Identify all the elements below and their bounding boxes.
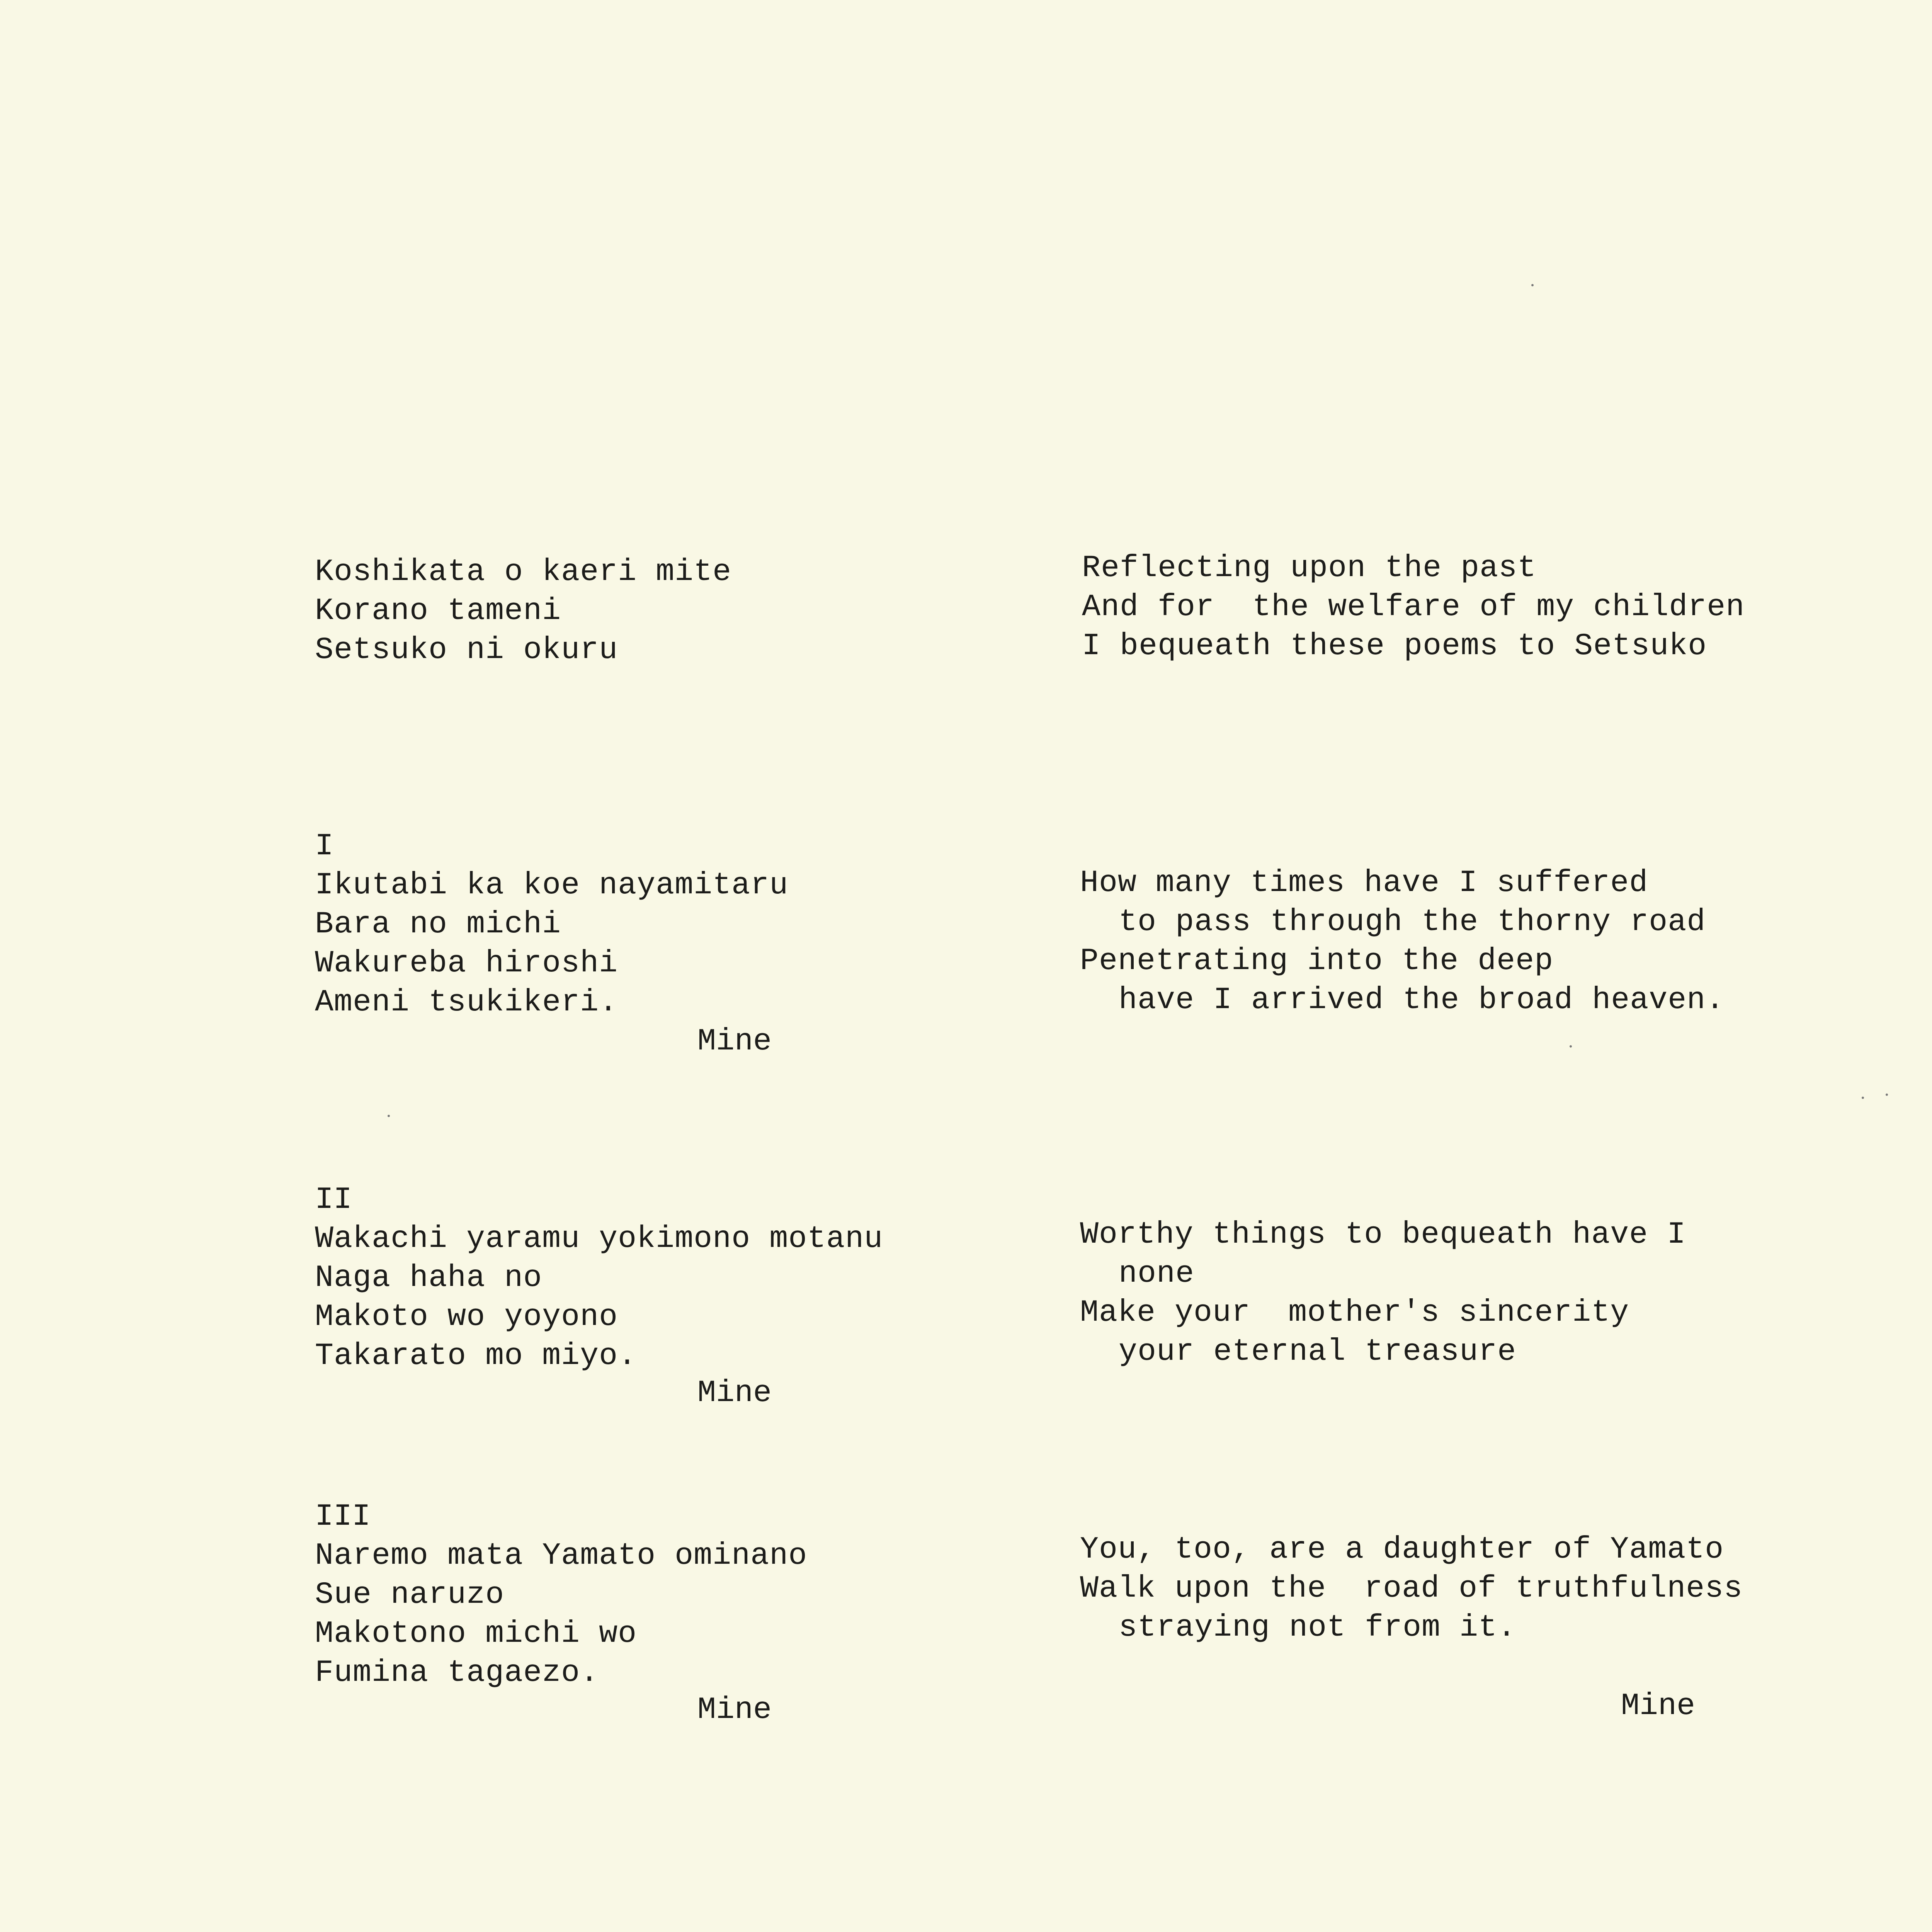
- poem-2-romaji: [315, 1180, 883, 1376]
- dedication-english-line: I bequeath these poems to Setsuko: [1082, 629, 1707, 664]
- dedication-romaji-line: Korano tameni: [315, 594, 561, 629]
- paper-speck: [1886, 1094, 1888, 1096]
- poem-2-romaji-line: Makoto wo yoyono: [315, 1299, 618, 1335]
- poem-3-romaji-line: Fumina tagaezo.: [315, 1655, 599, 1690]
- poem-1-numeral: I: [315, 829, 334, 864]
- poem-1-signature: Mine: [697, 1024, 772, 1059]
- dedication-romaji-line: Koshikata o kaeri mite: [315, 554, 732, 590]
- poem-3-english-line: You, too, are a daughter of Yamato: [1080, 1532, 1724, 1567]
- poem-1-english-line: have I arrived the broad heaven.: [1119, 983, 1725, 1018]
- poem-3-numeral: III: [315, 1499, 371, 1534]
- poem-1-english-line: How many times have I suffered: [1080, 866, 1648, 901]
- paper-speck: [388, 1115, 390, 1117]
- poem-2-romaji-line: Wakachi yaramu yokimono motanu: [315, 1221, 883, 1257]
- poem-2-english-line: your eternal treasure: [1119, 1334, 1517, 1369]
- poem-3-english: [1080, 1530, 1743, 1647]
- poem-1-romaji-line: Bara no michi: [315, 907, 561, 942]
- poem-3-romaji-line: Makotono michi wo: [315, 1616, 637, 1651]
- poem-3-english-line: Walk upon the road of truthfulness: [1080, 1571, 1743, 1606]
- dedication-english-line: Reflecting upon the past: [1082, 551, 1537, 586]
- poem-2-numeral: II: [315, 1182, 352, 1218]
- poem-3-romaji: [315, 1497, 807, 1692]
- poem-1-english-line: to pass through the thorny road: [1119, 905, 1706, 940]
- poem-2-english-line: none: [1119, 1256, 1195, 1291]
- poem-3-romaji-line: Naremo mata Yamato ominano: [315, 1538, 808, 1573]
- poem-3-english-signature: Mine: [1621, 1689, 1696, 1724]
- poem-1-romaji-line: Wakureba hiroshi: [315, 946, 618, 981]
- dedication-romaji: [315, 553, 731, 670]
- paper-speck: [1862, 1097, 1864, 1099]
- dedication-english-line: And for the welfare of my children: [1082, 590, 1745, 625]
- poem-2-english: [1080, 1215, 1686, 1371]
- paper-speck: [1570, 1045, 1572, 1048]
- dedication-english: [1082, 549, 1745, 666]
- paper-speck: [1531, 284, 1534, 286]
- poem-2-english-line: Worthy things to bequeath have I: [1080, 1217, 1686, 1252]
- poem-1-romaji-line: Ameni tsukikeri.: [315, 985, 618, 1020]
- poem-1-english: [1080, 864, 1725, 1020]
- poem-1-romaji-line: Ikutabi ka koe nayamitaru: [315, 868, 789, 903]
- poem-1-english-line: Penetrating into the deep: [1080, 944, 1554, 979]
- poem-3-signature: Mine: [697, 1692, 772, 1728]
- poem-2-english-line: Make your mother's sincerity: [1080, 1295, 1629, 1330]
- poem-2-romaji-line: Takarato mo miyo.: [315, 1338, 637, 1374]
- dedication-romaji-line: Setsuko ni okuru: [315, 633, 618, 668]
- poem-2-signature: Mine: [697, 1376, 772, 1411]
- poem-3-romaji-line: Sue naruzo: [315, 1577, 505, 1612]
- poem-2-romaji-line: Naga haha no: [315, 1260, 543, 1296]
- poem-1-romaji: [315, 827, 788, 1022]
- poem-3-english-line: straying not from it.: [1119, 1610, 1517, 1645]
